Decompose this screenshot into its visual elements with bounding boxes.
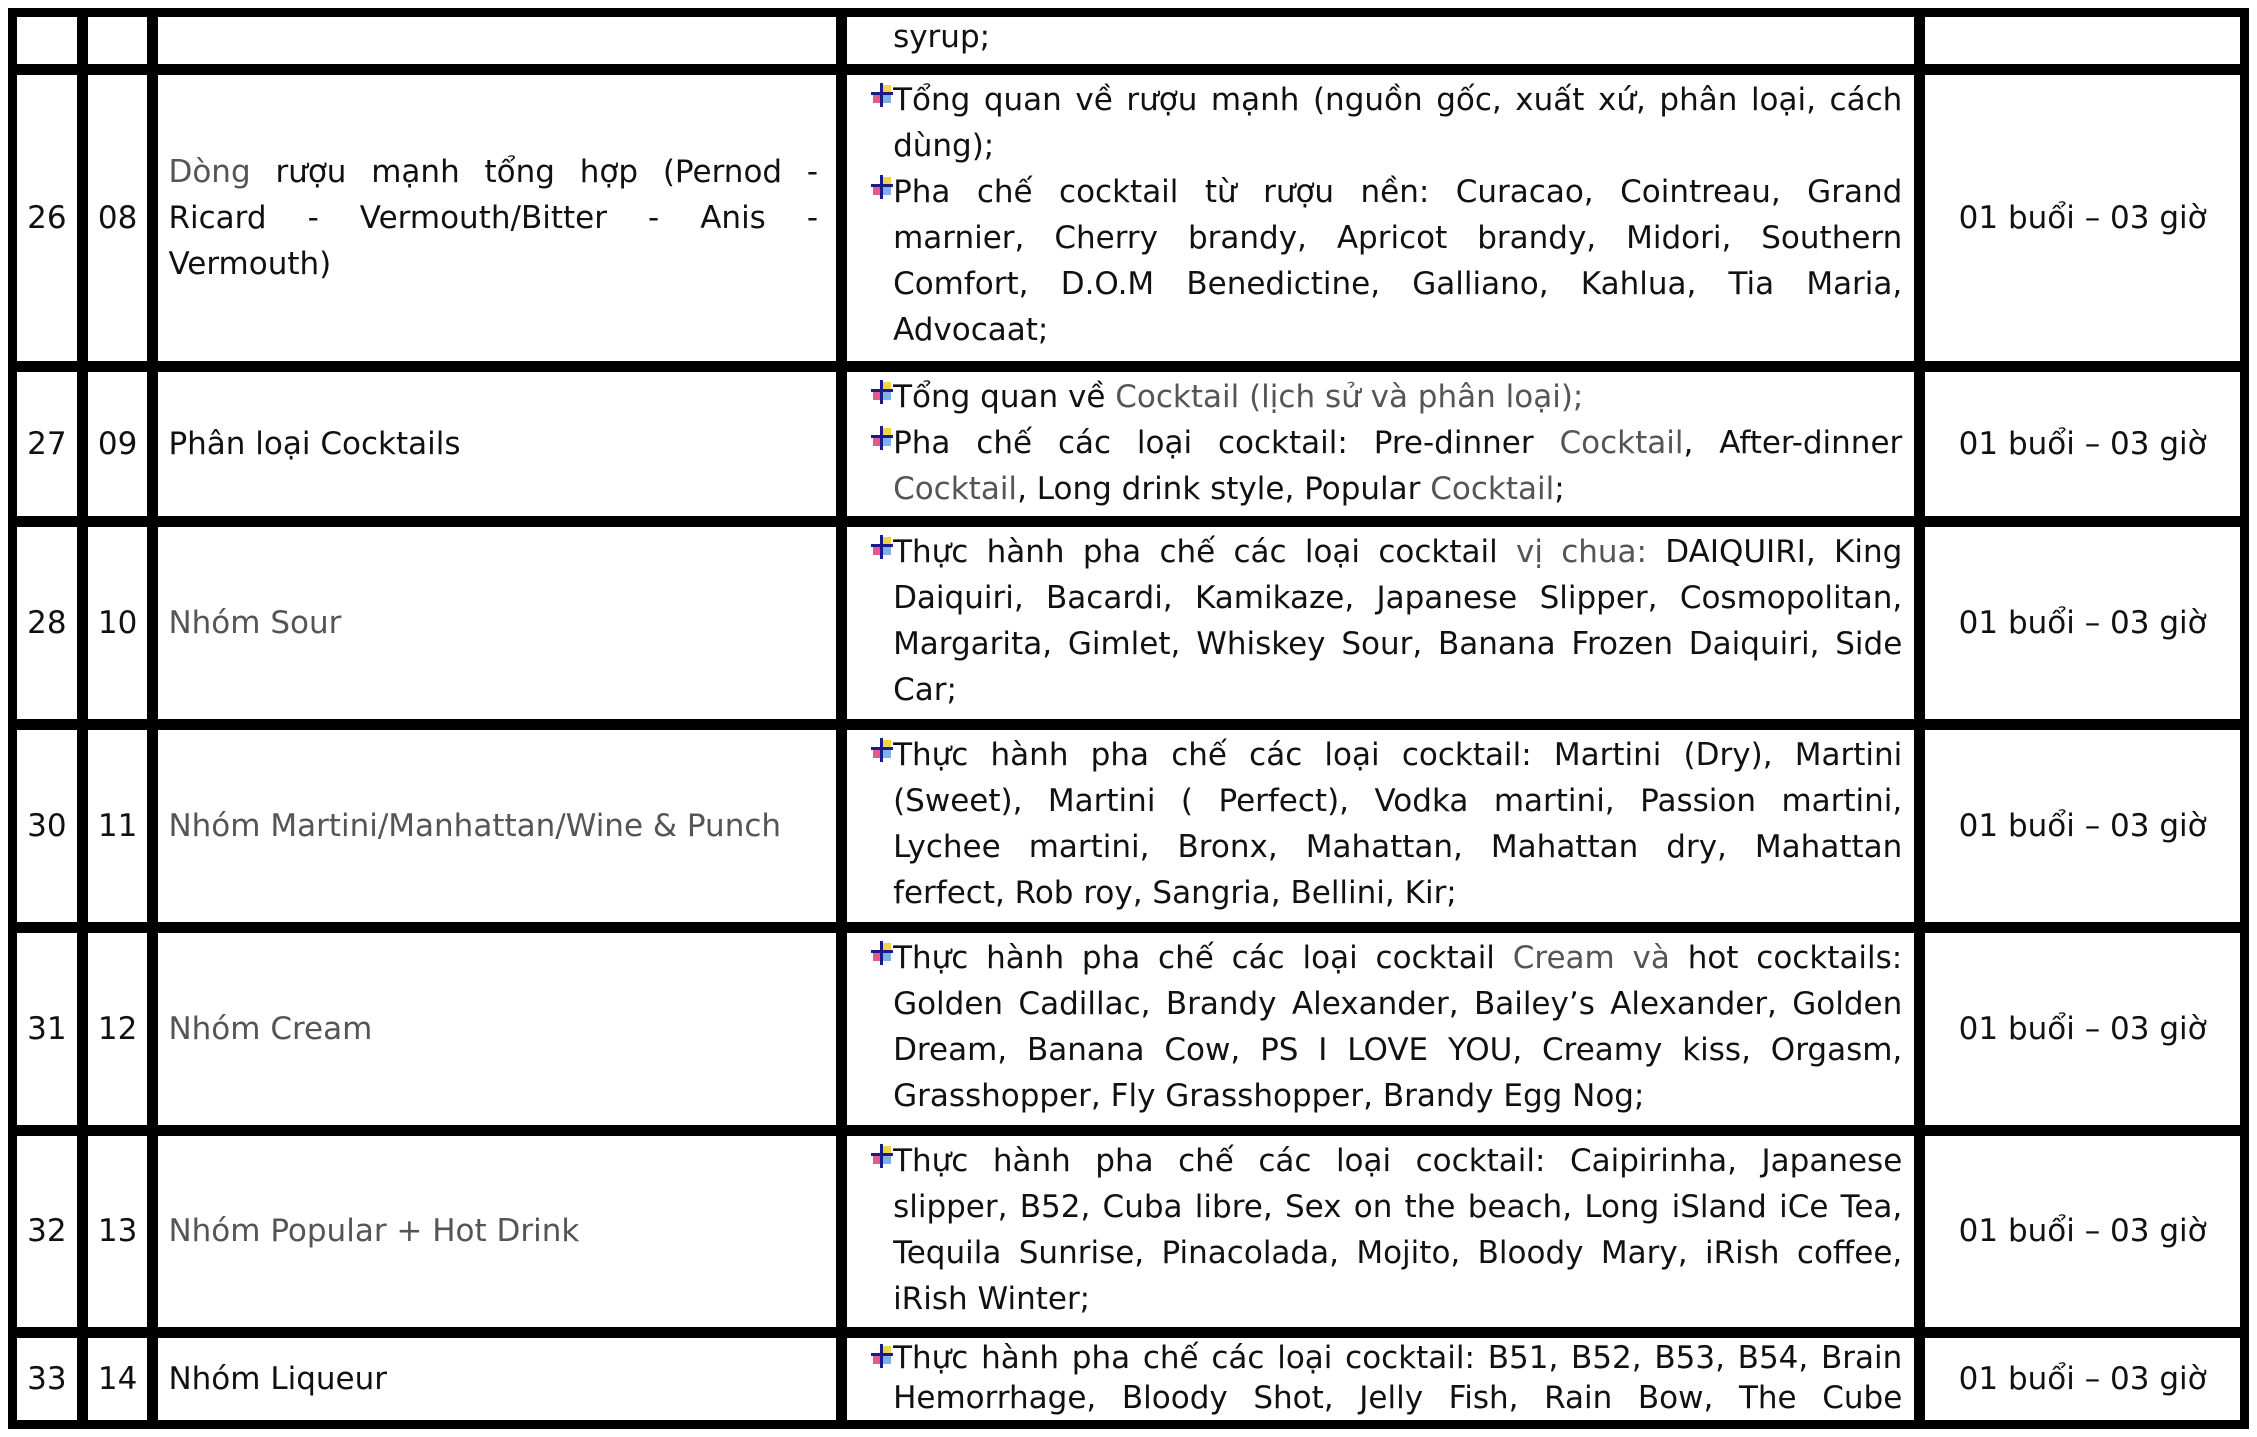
content-part: ; [1554,470,1565,507]
topic-cell [156,525,838,721]
table-row [15,1134,2242,1330]
stt-cell [15,525,79,721]
flag-bullet-icon [857,374,893,420]
lesson-value: 14 [97,1361,138,1398]
topic-value: Nhóm Sour [168,605,342,642]
content-text: Thực hành pha chế các loại cocktail: Caipirinha, Japanese slipper, B52, Cuba libre, Sex on the beach, Long iSland iCe Tea, Tequila Sunrise, Pinacolada, Mojito, Bloody Mary, iRish coffee, iRish Winter; [893,1142,1903,1317]
flag-bullet-icon [857,420,893,466]
stt-value: 30 [27,807,67,844]
topic-cell [156,370,838,519]
topic-cell [156,15,838,66]
content-part: Thực hành pha chế các loại cocktail [893,534,1516,571]
duration-value: 01 buổi – 03 giờ [1958,1010,2207,1047]
table-row [15,370,2242,519]
content-cell [845,15,1916,66]
duration-value: 01 buổi – 03 giờ [1958,1213,2207,1250]
flag-bullet-icon [857,1338,893,1384]
empty-bullet-slot [857,17,893,63]
duration-cell [1923,728,2242,924]
lesson-value: 09 [97,425,138,462]
duration-cell [1923,15,2242,66]
content-part: DAIQUIRI, King Daiquiri, Bacardi, Kamikaze, Japanese Slipper, Cosmopolitan, Margarita, Gimlet, Whiskey Sour, Banana Frozen Daiquiri, Side Car; [893,534,1903,709]
topic-value: Nhóm Cream [168,1010,373,1047]
topic-text: rượu mạnh tổng hợp (Pernod - Ricard - Vermouth/Bitter - Anis - Vermouth) [168,153,819,282]
content-text [893,420,1902,512]
content-text [893,935,1902,1119]
content-bullet [857,1138,1902,1322]
topic-prefix: Dòng [168,153,251,190]
flag-bullet-icon [857,77,893,123]
duration-cell [1923,931,2242,1127]
content-bullet [857,935,1902,1119]
topic-cell [156,728,838,924]
stt-cell [15,1134,79,1330]
table-row [15,931,2242,1127]
duration-cell [1923,370,2242,519]
stt-value: 31 [27,1010,67,1047]
content-part: Cocktail [893,470,1018,507]
content-text: syrup; [893,19,991,55]
content-part: Thực hành pha chế các loại cocktail [893,939,1513,976]
content-bullet [857,529,1902,713]
lesson-value: 13 [97,1213,138,1250]
stt-cell [15,728,79,924]
content-part: Cocktail [1559,424,1684,461]
lesson-value: 12 [97,1010,138,1047]
topic-value: Nhóm Martini/Manhattan/Wine & Punch [168,807,782,844]
content-part: , After-dinner [1683,424,1903,461]
table-row [15,1336,2242,1422]
content-cell [845,525,1916,721]
stt-value: 33 [27,1361,67,1398]
topic-cell [156,73,838,363]
content-part: hot cocktails: Golden Cadillac, Brandy Alexander, Bailey’s Alexander, Golden Dream, Banana Cow, PS I LOVE YOU, Creamy kiss, Orgasm, Grasshopper, Fly Grasshopper, Brandy Egg Nog; [893,939,1903,1114]
lesson-value: 10 [97,605,138,642]
stt-cell [15,15,79,66]
lesson-cell [86,1134,150,1330]
lesson-value: 08 [97,199,138,236]
content-bullet [857,169,1902,353]
content-bullet [857,1338,1902,1418]
table-row [15,73,2242,363]
lesson-cell [86,370,150,519]
content-part: Cream và [1512,939,1670,976]
course-schedule-table [8,8,2249,1429]
duration-value: 01 buổi – 03 giờ [1958,1361,2207,1398]
stt-value: 27 [27,425,67,462]
lesson-cell [86,728,150,924]
content-line [857,17,1902,63]
content-part: Cocktail [1430,470,1555,507]
content-text: Thực hành pha chế các loại cocktail: Martini (Dry), Martini (Sweet), Martini ( Perfect), Vodka martini, Passion martini, Lychee martini, Bronx, Mahattan, Mahattan dry, Mahattan ferfect, Rob roy, Sangria, Bellini, Kir; [893,737,1903,912]
content-text [893,374,1902,420]
lesson-value: 11 [97,807,138,844]
topic-value: Phân loại Cocktails [168,425,461,462]
content-cell [845,370,1916,519]
stt-cell [15,1336,79,1422]
lesson-cell [86,1336,150,1422]
table-row [15,15,2242,66]
content-text: Thực hành pha chế các loại cocktail: B51, B52, B53, B54, Brain Hemorrhage, Bloody Shot, Jelly Fish, Rain Bow, The Cube [893,1340,1903,1417]
flag-bullet-icon [857,529,893,575]
duration-value: 01 buổi – 03 giờ [1958,425,2207,462]
content-part: Cocktail (lịch sử và phân loại); [1115,378,1584,415]
table-row [15,525,2242,721]
duration-value: 01 buổi – 03 giờ [1958,807,2207,844]
content-text [893,529,1902,713]
flag-bullet-icon [857,1138,893,1184]
topic-value [168,149,818,287]
content-bullet [857,374,1902,420]
stt-value: 28 [27,605,67,642]
topic-value: Nhóm Liqueur [168,1361,387,1398]
content-text: Pha chế cocktail từ rượu nền: Curacao, Cointreau, Grand marnier, Cherry brandy, Apricot brandy, Midori, Southern Comfort, D.O.M Benedictine, Galliano, Kahlua, Tia Maria, Advocaat; [893,173,1903,348]
lesson-cell [86,931,150,1127]
content-cell [845,73,1916,363]
content-bullet [857,420,1902,512]
topic-cell [156,1336,838,1422]
flag-bullet-icon [857,732,893,778]
content-cell [845,1134,1916,1330]
duration-cell [1923,1336,2242,1422]
course-schedule-page [8,8,2249,1429]
content-bullet [857,77,1902,169]
duration-cell [1923,525,2242,721]
stt-cell [15,73,79,363]
topic-value: Nhóm Popular + Hot Drink [168,1213,580,1250]
duration-cell [1923,1134,2242,1330]
content-text: Tổng quan về rượu mạnh (nguồn gốc, xuất xứ, phân loại, cách dùng); [893,81,1903,164]
duration-cell [1923,73,2242,363]
content-part: , Long drink style, Popular [1017,470,1431,507]
duration-value: 01 buổi – 03 giờ [1958,605,2207,642]
content-part: vị chua: [1515,534,1648,571]
stt-cell [15,931,79,1127]
flag-bullet-icon [857,169,893,215]
table-row [15,728,2242,924]
lesson-cell [86,525,150,721]
duration-value: 01 buổi – 03 giờ [1958,199,2207,236]
stt-cell [15,370,79,519]
lesson-cell [86,15,150,66]
stt-value: 26 [27,199,67,236]
flag-bullet-icon [857,935,893,981]
topic-cell [156,1134,838,1330]
content-cell [845,1336,1916,1422]
content-cell [845,931,1916,1127]
lesson-cell [86,73,150,363]
content-part: Pha chế các loại cocktail: Pre-dinner [893,424,1560,461]
content-part: Tổng quan về [893,378,1116,415]
content-bullet [857,732,1902,916]
content-cell [845,728,1916,924]
topic-cell [156,931,838,1127]
stt-value: 32 [27,1213,67,1250]
